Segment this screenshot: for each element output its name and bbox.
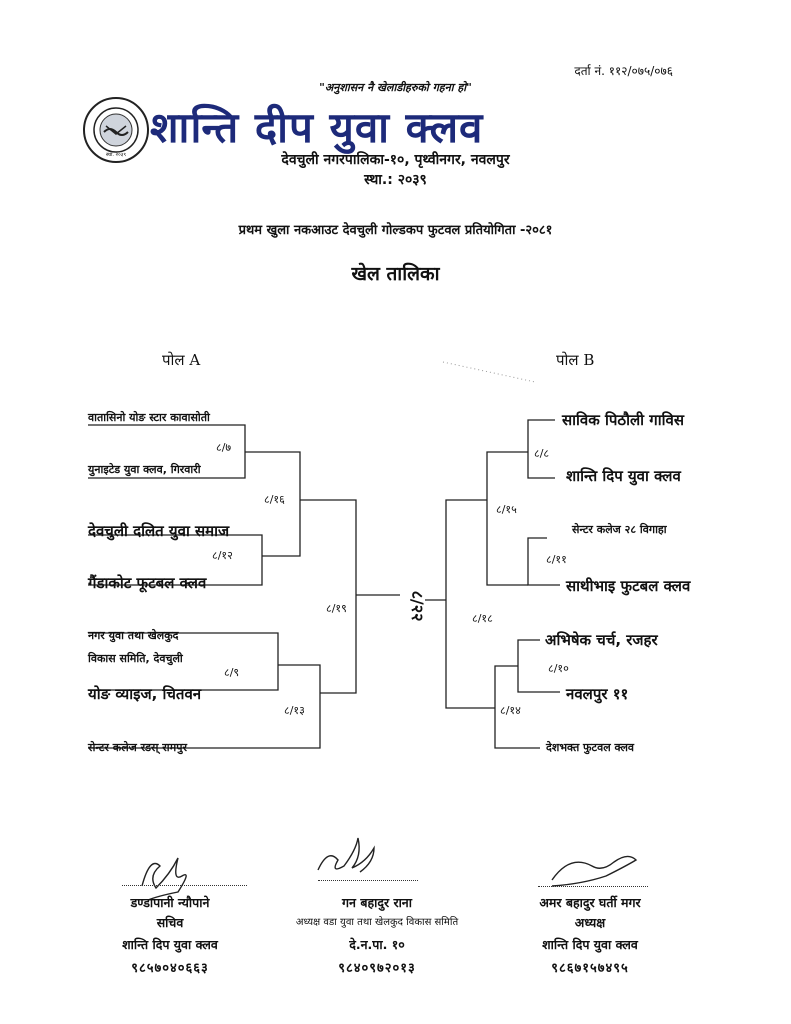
signatory-1-name: डण्डापानी न्यौपाने (130, 895, 210, 910)
pool-b-team-1: साविक पिठौली गाविस (562, 411, 684, 429)
signature-line-2 (318, 880, 418, 881)
pool-b-team-2: शान्ति दिप युवा क्लव (566, 467, 681, 485)
match-a-3: ८/१२ (212, 549, 233, 562)
match-b-3: ८/११ (546, 553, 567, 566)
match-a-5: ८/१३ (284, 704, 305, 717)
signatory-1-role: सचिव (156, 915, 184, 930)
signatory-3-phone: ९८६७१५७४९५ (551, 961, 629, 976)
match-b-4: ८/१८ (472, 612, 493, 625)
pool-a-team-5a: नगर युवा तथा खेलकुद (88, 629, 179, 642)
pool-b-team-4: साथीभाइ फुटबल क्लव (566, 577, 691, 595)
pool-a-team-2: युनाइटेड युवा क्लव, गिरवारी (88, 463, 201, 476)
pool-a-team-4: गैंडाकोट फूटबल क्लव (88, 574, 207, 592)
signature-line-1 (122, 885, 247, 886)
club-name: शान्ति दीप युवा क्लव (150, 103, 484, 152)
signature-2-icon (318, 838, 374, 872)
signatory-1-phone: ९८५७०४०६६३ (131, 961, 209, 976)
signatory-3-role: अध्यक्ष (574, 915, 606, 930)
signatory-3-name: अमर बहादुर घर्ती मगर (539, 895, 641, 910)
pool-a-label: पोल A (162, 351, 201, 369)
signature-3-icon (552, 856, 636, 886)
pool-b-team-6: नवलपुर ११ (566, 685, 629, 703)
signatory-2-role: अध्यक्ष वडा युवा तथा खेलकुद विकास समिति (295, 917, 459, 928)
signatory-2-name: गन बहादुर राना (342, 895, 412, 910)
tournament-title: प्रथम खुला नकआउट देवचुली गोल्डकप फुटवल प्रतियोगिता -२०८१ (238, 223, 553, 238)
match-b-5: ८/१० (548, 662, 569, 675)
match-a-6: ८/१९ (326, 602, 347, 615)
pool-a-team-1: वातासिनो योङ स्टार कावासोती (88, 411, 210, 424)
match-a-1: ८/७ (216, 441, 232, 454)
club-address: देवचुली नगरपालिका-१०, पृथ्वीनगर, नवलपुर (281, 152, 510, 168)
signatory-2-phone: ९८४०९७२०१३ (338, 961, 416, 976)
pool-a-team-6: योङ व्याइज, चितवन (88, 685, 202, 703)
match-b-6: ८/१४ (500, 704, 521, 717)
signatory-3-org: शान्ति दिप युवा क्लव (542, 937, 638, 952)
pool-a-team-3: देवचुली दलित युवा समाज (88, 522, 230, 540)
pool-b-team-5: अभिषेक चर्च, रजहर (545, 631, 658, 649)
registration-number: दर्ता नं. ११२/०७५/०७६ (574, 64, 673, 78)
logo-year: स्था. २०३९ (106, 152, 126, 158)
motto: "अनुशासन नै खेलाडीहरुको गहना हो" (319, 81, 472, 94)
signature-line-3 (538, 886, 648, 887)
established-year: स्था.: २०३९ (364, 172, 427, 188)
pool-a-team-5b: विकास समिति, देवचुली (88, 652, 183, 665)
pool-b-label: पोल B (556, 351, 595, 369)
pool-b-team-3: सेन्टर कलेज २८ विगाहा (572, 523, 667, 536)
final-match: ८/२२ (408, 590, 427, 622)
match-a-2: ८/१६ (264, 493, 285, 506)
schedule-title: खेल तालिका (351, 263, 440, 285)
match-a-4: ८/९ (224, 666, 240, 679)
signatory-2-org: दे.न.पा. १० (349, 937, 405, 952)
signatory-1-org: शान्ति दिप युवा क्लव (122, 937, 218, 952)
pool-a-team-7: सेन्टर कलेज रडस् रामपुर (88, 741, 187, 754)
pool-b-team-7: देशभक्त फुटवल क्लव (546, 741, 635, 754)
match-b-1: ८/८ (534, 447, 550, 460)
match-b-2: ८/१५ (496, 503, 517, 516)
